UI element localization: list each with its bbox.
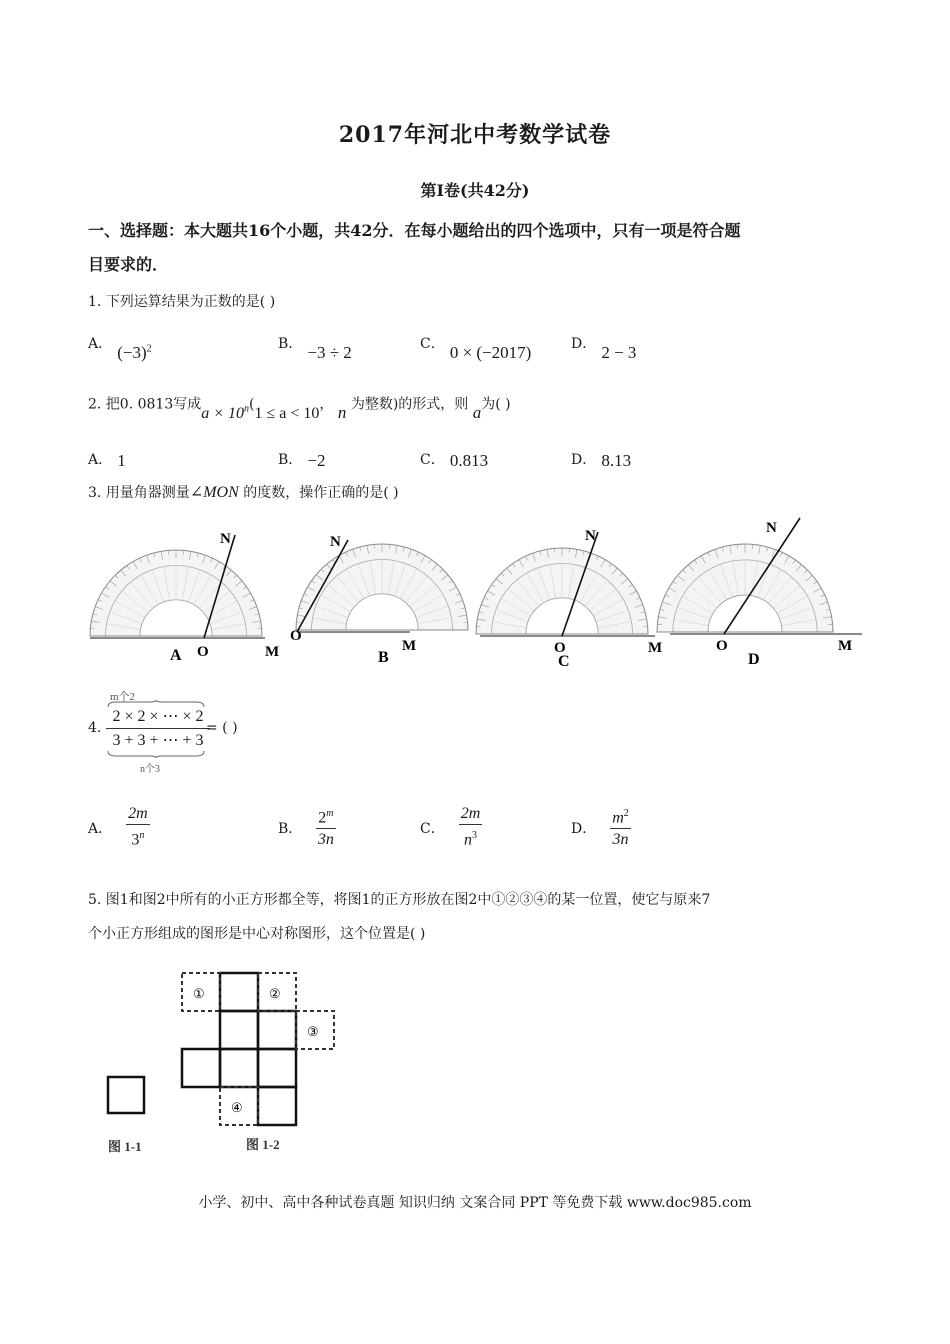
square-figures (100, 965, 350, 1160)
q4-option-b[interactable]: B． $\frac{2^m}{3n}$ (278, 804, 336, 851)
label-n: N (585, 528, 596, 544)
figure-letter: D (748, 651, 760, 668)
option-expr: 0 × (−2017) (449, 343, 532, 362)
brace-label-top: m个2 (110, 691, 136, 703)
brace-label-bottom: n个3 (140, 764, 160, 775)
q1-option-b[interactable] (278, 333, 352, 362)
question-5-line1: 5. 图1和图2中所有的小正方形都全等，将图1的正方形放在图2中①②③④的某一位置，使它与原来7 (88, 892, 711, 908)
question-5-line2: 个小正方形组成的图形是中心对称图形，这个位置是( ) (88, 926, 426, 942)
option-fraction: $\frac{2^m}{3n}$ (316, 804, 335, 851)
page-footer: 小学、初中、高中各种试卷真题 知识归纳 文案合同 PPT 等免费下载 www.doc985.com (198, 1195, 752, 1211)
expr-a-times-ten: $a \times 10^n$ (201, 404, 250, 423)
figure-2-caption: 图 1-2 (246, 1137, 280, 1152)
option-label: C． (420, 336, 445, 352)
q2-option-c[interactable]: C． 0.813 (420, 451, 489, 470)
label-n: N (220, 531, 231, 547)
marker-3: ③ (307, 1024, 319, 1039)
question-4-stem (88, 688, 288, 778)
section-subtitle: 第Ⅰ卷(共42分) (420, 181, 530, 200)
option-label: D． (571, 336, 597, 352)
fraction-bar (106, 728, 210, 729)
q1-option-d[interactable] (571, 333, 637, 362)
question-number: 4. (88, 720, 102, 736)
protractor-figure-c[interactable] (476, 528, 662, 670)
figure-letter: A (170, 647, 182, 664)
expr-range: 1 ≤ a < 10 (254, 405, 320, 423)
label-n: N (766, 520, 777, 536)
single-square (108, 1077, 144, 1113)
section-heading-line1: 一、选择题：本大题共16个小题，共42分．在每小题给出的四个选项中，只有一项是符合题 (88, 221, 741, 240)
option-fraction: $\frac{2m}{n^3}$ (460, 805, 481, 849)
fraction-denominator: 3 + 3 + ⋯ + 3 (112, 732, 204, 749)
question-3-stem: 3. 用量角器测量∠MON 的度数，操作正确的是( ) (88, 484, 399, 501)
option-label: B． (278, 336, 303, 352)
q4-option-d[interactable]: D． $\frac{m^2}{3n}$ (571, 804, 631, 851)
label-o: O (290, 628, 302, 644)
figure-letter: B (378, 649, 389, 666)
section-heading (88, 214, 878, 282)
q2-option-d[interactable]: D． 8.13 (571, 451, 632, 470)
protractor-figure-d[interactable] (657, 518, 862, 668)
option-fraction: $\frac{m^2}{3n}$ (610, 804, 631, 851)
page-title: 2017年河北中考数学试卷 (338, 122, 612, 148)
label-m: M (402, 638, 417, 654)
fraction-numerator: 2 × 2 × ⋯ × 2 (112, 708, 204, 725)
q1-option-c[interactable] (420, 333, 532, 362)
section-heading-line2: 目要求的． (88, 255, 169, 274)
q2-option-b[interactable]: B． −2 (278, 451, 326, 470)
option-expr: $(-3)^2$ (117, 343, 152, 362)
q4-option-c[interactable]: C． $\frac{2m}{n^3}$ (420, 804, 482, 851)
label-m: M (838, 638, 853, 654)
question-1-stem: 1. 下列运算结果为正数的是( ) (88, 294, 276, 310)
marker-1: ① (193, 986, 205, 1001)
label-o: O (197, 644, 209, 660)
protractor-icon (90, 550, 262, 636)
q2-option-a[interactable]: A． 1 (88, 451, 126, 470)
label-m: M (648, 640, 663, 656)
label-o: O (554, 640, 566, 656)
label-m: M (265, 644, 280, 660)
label-o: O (716, 638, 728, 654)
protractor-icon (657, 544, 833, 632)
q1-option-a[interactable] (88, 333, 152, 362)
label-n: N (330, 534, 341, 550)
equals-blank: = ( ) (206, 720, 238, 736)
protractor-figures (80, 510, 880, 675)
question-5-stem (88, 883, 878, 951)
q4-option-a[interactable]: A． $\frac{2m}{3^n}$ (88, 804, 150, 851)
figure-letter: C (558, 653, 570, 670)
figure-1-caption: 图 1-1 (108, 1139, 142, 1154)
protractor-figure-a[interactable] (90, 531, 279, 664)
marker-4: ④ (231, 1100, 243, 1115)
protractor-icon (476, 548, 648, 634)
protractor-figure-b[interactable] (290, 534, 468, 666)
brace-bottom-icon (106, 750, 206, 758)
option-label: A． (88, 336, 113, 352)
option-fraction: $\frac{2m}{3^n}$ (128, 805, 148, 849)
marker-2: ② (269, 986, 281, 1001)
question-2-stem: 2. 把0. 0813写成$a \times 10^n(1 \le a < 10$， n 为整数)的形式，则 a为( ) (88, 396, 511, 423)
option-expr: 2 − 3 (601, 343, 637, 362)
option-expr: −3 ÷ 2 (307, 343, 352, 362)
